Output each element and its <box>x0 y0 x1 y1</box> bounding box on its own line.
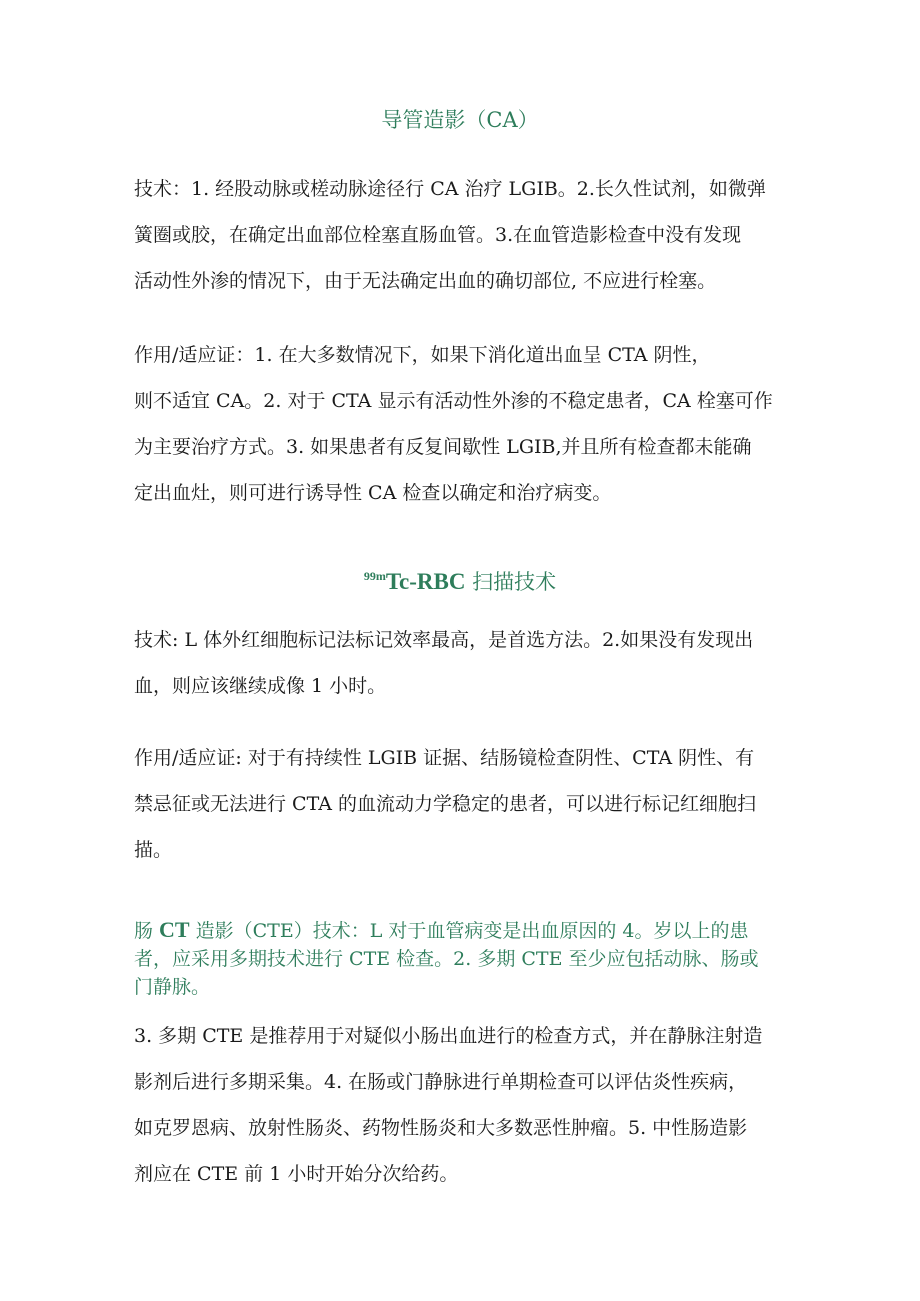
text-line: 3. 多期 CTE 是推荐用于对疑似小肠出血进行的检查方式，并在静脉注射造 <box>134 1025 763 1047</box>
rbc-indication-paragraph <box>134 735 794 873</box>
rbc-technique-paragraph <box>134 617 794 709</box>
text-line: 技术：1. 经股动脉或槎动脉途径行 CA 治疗 LGIB。2.长久性试剂，如微弹 <box>134 178 766 200</box>
text-line: 为主要治疗方式。3. 如果患者有反复间歇性 LGIB,并且所有检查都未能确 <box>134 436 752 458</box>
section-heading-ca <box>0 106 920 134</box>
text-line: 影剂后进行多期采集。4. 在肠或门静脉进行单期检查可以评估炎性疾病， <box>134 1071 748 1093</box>
heading-text: 扫描技术 <box>465 570 557 594</box>
text-line: 如克罗恩病、放射性肠炎、药物性肠炎和大多数恶性肿瘤。5. 中性肠造影 <box>134 1117 748 1139</box>
heading-superscript: 99m <box>363 569 386 583</box>
text-line: 门静脉。 <box>134 976 211 998</box>
text-line: 禁忌征或无法进行 CTA 的血流动力学稳定的患者，可以进行标记红细胞扫 <box>134 793 756 815</box>
text-line: 簧圈或胶，在确定出血部位栓塞直肠血管。3.在血管造影检查中没有发现 <box>134 224 742 246</box>
section-heading-rbc-scan <box>0 562 920 596</box>
text-line <box>134 916 794 945</box>
heading-bold-text: Tc-RBC <box>385 569 466 594</box>
text-line: 者，应采用多期技术进行 CTE 检查。2. 多期 CTE 至少应包括动脉、肠或 <box>134 948 759 970</box>
section-heading-ca-text: 导管造影（CA） <box>381 108 539 132</box>
text-line: 作用/适应证：1. 在大多数情况下，如果下消化道出血呈 CTA 阴性， <box>134 344 711 366</box>
text-line: 则不适宜 CA。2. 对于 CTA 显示有活动性外渗的不稳定患者，CA 栓塞可作 <box>134 390 773 412</box>
text-line: 剂应在 CTE 前 1 小时开始分次给药。 <box>134 1163 459 1185</box>
text-line: 定出血灶，则可进行诱导性 CA 检查以确定和治疗病变。 <box>134 482 612 504</box>
text-line: 血，则应该继续成像 1 小时。 <box>134 675 387 697</box>
cte-body-paragraph <box>134 1013 794 1197</box>
heading-prefix: 肠 <box>134 920 160 942</box>
ca-technique-paragraph <box>134 166 794 304</box>
text-line: 活动性外渗的情况下，由于无法确定出血的确切部位, 不应进行栓塞。 <box>134 270 717 292</box>
heading-rest: 造影（CTE）技术：L 对于血管病变是出血原因的 4。岁以上的患 <box>189 920 749 942</box>
text-line: 描。 <box>134 839 173 861</box>
heading-bold-ct: CT <box>159 917 190 942</box>
text-line: 作用/适应证: 对于有持续性 LGIB 证据、结肠镜检查阴性、CTA 阴性、有 <box>134 747 755 769</box>
text-line: 技术: L 体外红细胞标记法标记效率最高，是首选方法。2.如果没有发现出 <box>134 629 754 651</box>
ca-indication-paragraph <box>134 332 794 516</box>
cte-technique-heading-paragraph <box>134 916 794 1001</box>
